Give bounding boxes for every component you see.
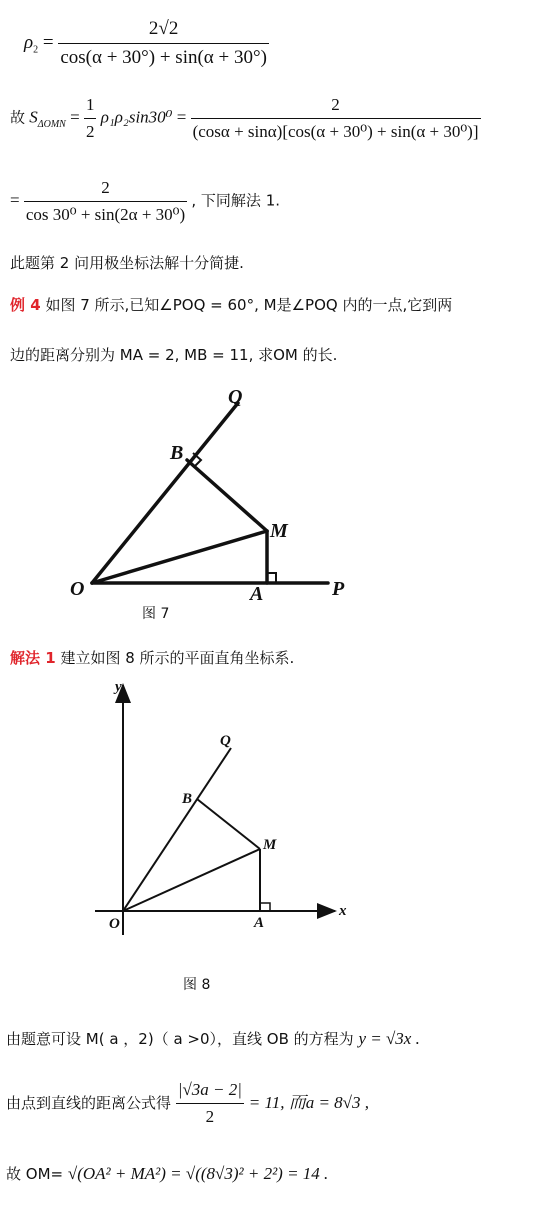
solution1-tag: 解法 1 <box>10 649 56 667</box>
fig8-label-y: y <box>115 679 122 695</box>
simplify-tail: , 下同解法 1. <box>191 191 281 210</box>
step2-rest: = 11, 而a = 8√3 , <box>248 1093 369 1112</box>
fig7-ray-OQ <box>92 403 238 583</box>
rho2-denominator: cos(α + 30°) + sin(α + 30°) <box>58 43 269 69</box>
fig7-label-A: A <box>250 583 264 600</box>
solution1-line: 解法 1 建立如图 8 所示的平面直角坐标系. <box>10 649 295 667</box>
step2-fraction: $\frac{|√3a - 2|}{2}$ <box>177 1080 242 1126</box>
step3-line: 故 OM= √(OA² + MA²) = √((8√3)² + 2²) = 14 . <box>6 1164 329 1183</box>
note-polar: 此题第 2 问用极坐标法解十分简捷. <box>10 254 244 272</box>
formula-simplify: = $\frac{2}{\text{cos 30⁰ + sin(2α + 30⁰)}}$ , 下同解法 1. <box>10 178 281 224</box>
area-S: S <box>29 107 38 127</box>
figure7-caption: 图 7 <box>142 606 170 622</box>
example4-line1: 例 4 如图 7 所示,已知∠POQ = 60°, M是∠POQ 内的一点,它到两 <box>10 296 453 314</box>
figure7 <box>60 385 380 600</box>
fig7-label-Q: Q <box>228 386 243 408</box>
fig8-label-x: x <box>339 903 347 919</box>
fig7-segment-MB <box>187 460 267 531</box>
rho2-lhs: ρ <box>24 31 34 53</box>
simplify-fraction: $\frac{2}{\text{cos 30⁰ + sin(2α + 30⁰)}}$ <box>25 178 186 224</box>
fig7-segment-OM <box>92 531 267 583</box>
fig8-label-B: B <box>182 791 193 807</box>
example4-tag: 例 4 <box>10 296 41 314</box>
step1-line: 由题意可设 M( a ，2)（ a >0），直线 OB 的方程为 y = √3x . <box>6 1029 420 1048</box>
fig8-label-M: M <box>263 837 277 853</box>
fig8-label-A: A <box>254 915 265 931</box>
fig8-label-Q: Q <box>220 733 231 749</box>
rho2-fraction <box>58 18 269 69</box>
example4-line2: 边的距离分别为 MA = 2, MB = 11, 求OM 的长. <box>10 346 338 364</box>
formula-area: 故 $S_{\Delta OMN}$ = $\frac{1}{2}$ ρ₁ρ₂sin30⁰ = $\frac{2}{\text{(cosα + sinα)[cos(α + 30⁰) + sin(α + 30⁰)]}}$ <box>10 95 479 141</box>
fig8-segment-MB <box>197 799 260 849</box>
fig7-label-M: M <box>270 520 288 542</box>
area-S-sub: ΔOMN <box>37 118 66 130</box>
figure8-caption: 图 8 <box>183 977 211 993</box>
area-prefix: 故 <box>10 108 26 127</box>
fig8-label-O: O <box>109 916 120 932</box>
area-fraction: $\frac{2}{\text{(cosα + sinα)[cos(α + 30⁰) + sin(α + 30⁰)]}}$ <box>192 95 479 141</box>
fig8-right-angle-A <box>260 903 270 911</box>
step1-equation: y = √3x . <box>358 1029 420 1048</box>
figure8 <box>85 675 365 945</box>
fig7-label-B: B <box>170 442 184 464</box>
fig7-label-O: O <box>70 578 85 600</box>
step2-line: 由点到直线的距离公式得 $\frac{|√3a - 2|}{2}$ = 11, 而a = 8√3 , <box>6 1080 369 1126</box>
step3-equation: √(OA² + MA²) = √((8√3)² + 2²) = 14 . <box>67 1164 329 1183</box>
area-half: $\frac{1}{2}$ <box>85 95 95 141</box>
rho2-numerator: 2√2 <box>148 18 179 39</box>
fig7-label-P: P <box>332 578 345 600</box>
area-rhs: ρ₁ρ₂sin30⁰ <box>100 107 173 127</box>
rho2-sub: 2 <box>33 44 39 56</box>
formula-rho2: $\rho_2$ = $\frac{2√2}{\cos(\alpha + 30^\circ) + \sin(\alpha + 30^\circ)}$ <box>24 18 267 68</box>
